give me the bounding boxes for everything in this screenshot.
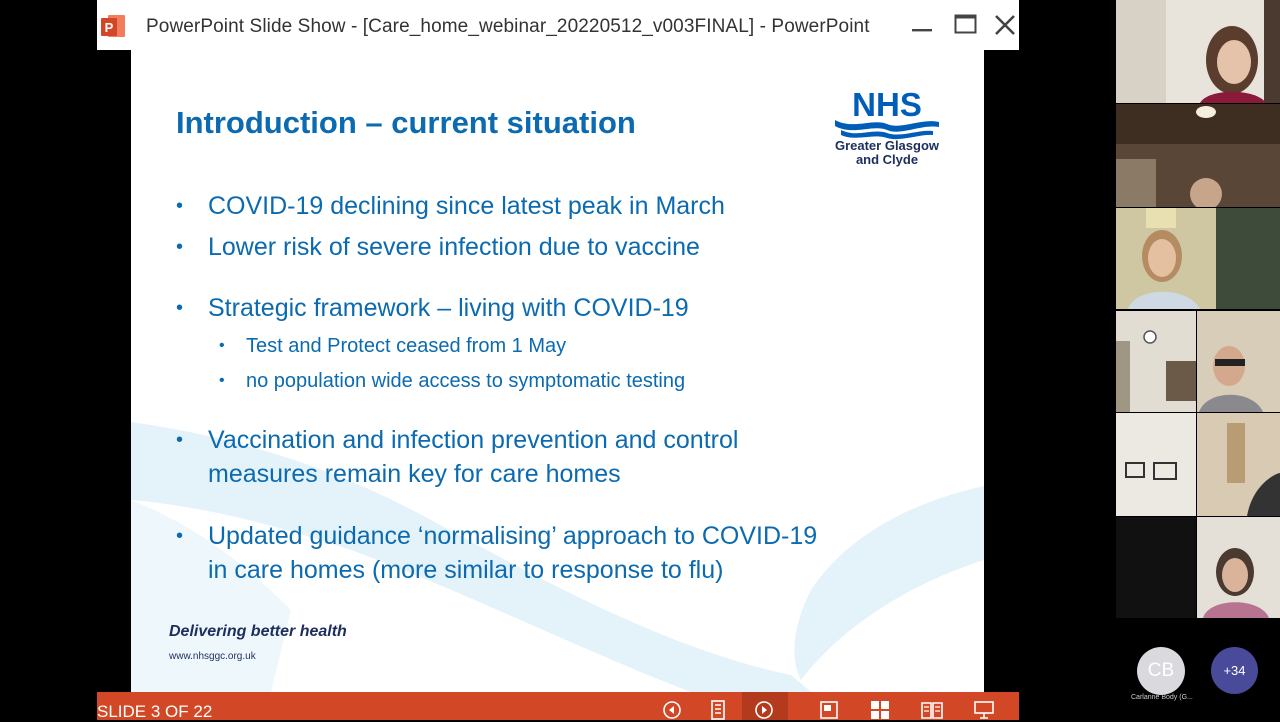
maximize-icon[interactable] [950,10,980,40]
participant-avatar[interactable]: CB [1137,647,1185,695]
window-titlebar[interactable] [97,0,1019,50]
slide-view-icon[interactable] [818,700,840,720]
reading-view-icon[interactable] [921,700,943,720]
previous-icon[interactable] [661,700,683,720]
slide-canvas[interactable] [131,50,984,692]
participant-video-tile[interactable] [1116,311,1196,412]
participant-video-tile[interactable] [1116,0,1280,103]
participant-video-tile[interactable] [1116,208,1280,309]
nhs-ggc-logo [823,84,951,170]
window-title: PowerPoint Slide Show - [Care_home_webinar_20220512_v003FINAL] - PowerPoint [146,16,870,37]
participant-video-tile-off[interactable] [1116,517,1196,618]
participant-video-tile[interactable] [1197,311,1280,412]
bullet-glyph: • [176,429,184,451]
close-icon[interactable] [990,10,1020,40]
more-participants-button[interactable]: +34 [1211,647,1258,694]
minimize-icon[interactable] [907,10,937,40]
slide-counter: SLIDE 3 OF 22 [97,702,213,721]
slide-title: Introduction – current situation [176,105,636,140]
grid-view-icon[interactable] [869,700,891,720]
bullet-glyph: • [176,195,184,217]
bullet-text-line1: Updated guidance ‘normalising’ approach to COVID-19 [208,522,818,550]
participant-video-tile[interactable] [1116,413,1196,516]
svg-text:and Clyde: and Clyde [855,152,919,167]
svg-text:Greater Glasgow: Greater Glasgow [834,138,940,153]
bullet-text-line2: in care homes (more similar to response to flu) [208,556,724,584]
presenter-view-icon[interactable] [973,700,995,720]
participant-video-strip [1116,0,1280,620]
bullet-text-line1: Vaccination and infection prevention and control [208,426,739,454]
participant-video-tile[interactable] [1197,413,1280,516]
participant-video-tile[interactable] [1197,517,1280,618]
slide-website: www.nhsggc.org.uk [169,651,256,662]
bullet-glyph: • [219,337,225,354]
slideshow-statusbar [97,692,1019,720]
notes-icon[interactable] [707,700,729,720]
participant-video-tile[interactable] [1116,104,1280,207]
powerpoint-icon [100,13,126,41]
svg-text:NHS: NHS [852,86,922,123]
bullet-glyph: • [219,372,225,389]
svg-text:P: P [104,20,114,35]
sub-bullet-text: no population wide access to symptomatic testing [246,370,686,392]
participant-name: Carlanne Body (G... [1131,694,1193,701]
bullet-text: COVID-19 declining since latest peak in March [208,192,725,220]
next-icon[interactable] [753,700,775,720]
powerpoint-window [97,0,1019,720]
bullet-glyph: • [176,297,184,319]
slide-tagline: Delivering better health [169,623,347,640]
sub-bullet-text: Test and Protect ceased from 1 May [246,335,567,357]
bullet-glyph: • [176,525,184,547]
bullet-text: Lower risk of severe infection due to vaccine [208,233,700,261]
bullet-text: Strategic framework – living with COVID-19 [208,294,689,322]
bullet-glyph: • [176,236,184,258]
bullet-text-line2: measures remain key for care homes [208,460,621,488]
